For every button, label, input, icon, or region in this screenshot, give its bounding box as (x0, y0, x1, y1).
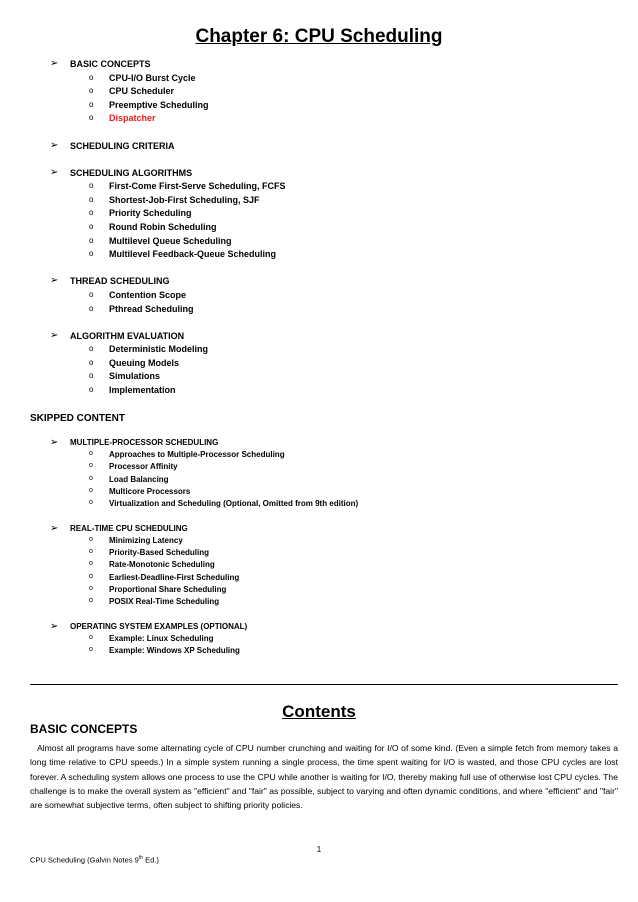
outline-section-label: THREAD SCHEDULING (70, 276, 170, 287)
circle-bullet-icon: o (89, 99, 94, 109)
body-paragraph: Almost all programs have some alternating cycle of CPU number crunching and waiting for I/O of some kind. (Even a simple fetch from memory takes a long time relative to CPU speeds.) In a simple system running a single process, the time spent waiting for I/O is wasted, and those CPU cycles are lost forever. A scheduling system allows one process to use the CPU while another is waiting for I/O, thereby making full use of otherwise lost CPU cycles. The challenge is to make the overall system as "efficient" and "fair" as possible, subject to varying and often dynamic conditions, and where "efficient" and "fair" are somewhat subjective terms, often subject to shifting priority policies. (30, 743, 618, 811)
outline-item-label: CPU-I/O Burst Cycle (109, 72, 196, 83)
footer-text: CPU Scheduling (Galvin Notes 9 (30, 855, 139, 865)
circle-bullet-icon: o (89, 548, 93, 556)
circle-bullet-icon: o (89, 371, 94, 381)
footer-sup: th (138, 855, 143, 861)
arrow-bullet-icon: ➢ (50, 58, 59, 69)
circle-bullet-icon: o (89, 596, 93, 604)
circle-bullet-icon: o (89, 344, 94, 354)
outline-item-label: Priority-Based Scheduling (109, 548, 210, 558)
circle-bullet-icon: o (89, 646, 93, 653)
outline-item-label: Simulations (109, 371, 161, 382)
circle-bullet-icon: o (89, 535, 93, 543)
outline-item-label: CPU Scheduler (109, 86, 175, 97)
circle-bullet-icon: o (89, 572, 93, 580)
circle-bullet-icon: o (89, 584, 93, 592)
arrow-bullet-icon: ➢ (50, 275, 59, 287)
outline-section-label: OPERATING SYSTEM EXAMPLES (OPTIONAL) (70, 621, 248, 631)
circle-bullet-icon: o (89, 486, 93, 494)
outline-item-label: Minimizing Latency (109, 535, 183, 545)
outline-section-label: REAL-TIME CPU SCHEDULING (70, 523, 188, 533)
arrow-bullet-icon: ➢ (50, 437, 59, 448)
outline-item-label: Virtualization and Scheduling (Optional, Omitted from 9th edition) (109, 499, 359, 508)
outline-item-label: Implementation (109, 385, 176, 395)
skipped-heading: SKIPPED CONTENT (30, 413, 126, 424)
arrow-bullet-icon: ➢ (50, 166, 59, 178)
outline-item-label: Shortest-Job-First Scheduling, SJF (109, 194, 260, 205)
circle-bullet-icon: o (89, 303, 94, 313)
outline-item-label: Load Balancing (109, 474, 169, 484)
circle-bullet-icon: o (89, 235, 94, 245)
arrow-bullet-icon: ➢ (50, 329, 59, 341)
circle-bullet-icon: o (89, 385, 94, 394)
outline-section-label: SCHEDULING ALGORITHMS (70, 167, 193, 178)
outline-item-label: Queuing Models (109, 357, 180, 368)
basic-concepts-heading: BASIC CONCEPTS (30, 722, 138, 736)
footer-tail: Ed.) (142, 855, 159, 865)
outline-item-label: Priority Scheduling (109, 208, 192, 219)
outline-item-label: Dispatcher (109, 113, 156, 124)
circle-bullet-icon: o (89, 222, 94, 231)
circle-bullet-icon: o (89, 72, 94, 82)
page-title: Chapter 6: CPU Scheduling (195, 26, 443, 47)
circle-bullet-icon: o (89, 289, 94, 299)
arrow-bullet-icon: ➢ (50, 522, 59, 534)
page-number: 1 (316, 845, 322, 854)
footer (30, 855, 159, 865)
outline-item-label: Rate-Monotonic Scheduling (109, 560, 215, 570)
circle-bullet-icon: o (89, 357, 94, 367)
circle-bullet-icon: o (89, 462, 93, 470)
circle-bullet-icon: o (89, 249, 94, 259)
circle-bullet-icon: o (89, 86, 94, 96)
outline-item-label: Example: Linux Scheduling (109, 633, 214, 643)
outline-item-label: Contention Scope (109, 289, 186, 300)
circle-bullet-icon: o (89, 194, 94, 204)
circle-bullet-icon: o (89, 450, 93, 458)
outline-section-label: SCHEDULING CRITERIA (70, 140, 175, 151)
outline-item-label: Proportional Share Scheduling (109, 584, 227, 594)
outline-item-label: Processor Affinity (109, 462, 178, 472)
circle-bullet-icon: o (89, 474, 93, 482)
outline-item-label: POSIX Real-Time Scheduling (109, 596, 220, 606)
outline-item-label: Multicore Processors (109, 486, 191, 496)
outline-item-label: Multilevel Queue Scheduling (109, 235, 232, 246)
arrow-bullet-icon: ➢ (50, 139, 59, 151)
arrow-bullet-icon: ➢ (50, 620, 59, 632)
outline-item-label: Multilevel Feedback-Queue Scheduling (109, 249, 277, 260)
circle-bullet-icon: o (89, 113, 94, 123)
outline-item-label: Pthread Scheduling (109, 303, 194, 314)
outline-section-label: BASIC CONCEPTS (70, 59, 151, 69)
outline-item-label: Earliest-Deadline-First Scheduling (109, 572, 240, 582)
contents-title: Contents (282, 702, 356, 721)
outline-item-label: Example: Windows XP Scheduling (109, 646, 240, 655)
circle-bullet-icon: o (89, 560, 93, 568)
outline-item-label: Preemptive Scheduling (109, 99, 209, 110)
circle-bullet-icon: o (89, 181, 94, 191)
circle-bullet-icon: o (89, 208, 94, 218)
outline-item-label: Approaches to Multiple-Processor Scheduling (109, 450, 285, 460)
outline-item-label: Round Robin Scheduling (109, 222, 217, 232)
outline-section-label: ALGORITHM EVALUATION (70, 330, 185, 341)
horizontal-rule (30, 684, 618, 685)
outline-item-label: First-Come First-Serve Scheduling, FCFS (109, 181, 286, 192)
circle-bullet-icon: o (89, 499, 93, 506)
outline-section-label: MULTIPLE-PROCESSOR SCHEDULING (70, 438, 219, 447)
circle-bullet-icon: o (89, 633, 93, 641)
outline-item-label: Deterministic Modeling (109, 344, 209, 355)
